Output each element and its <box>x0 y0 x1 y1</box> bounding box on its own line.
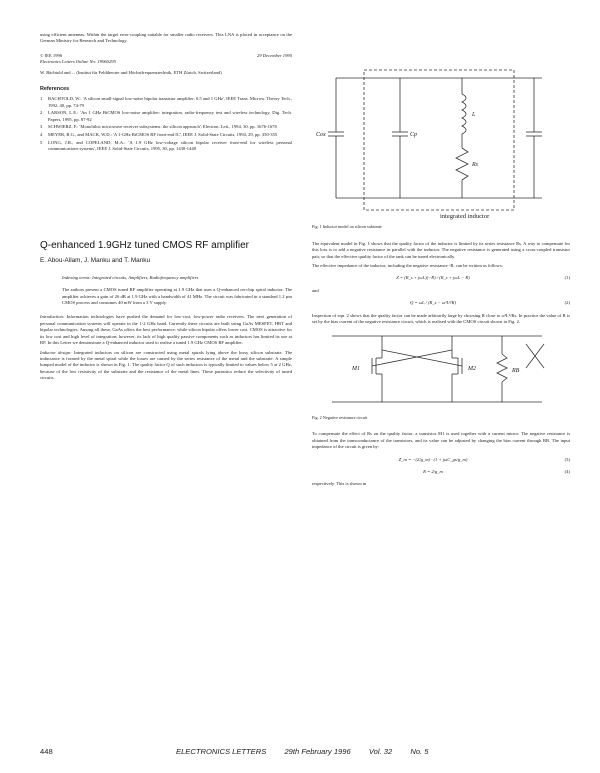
reference-item: 3 SCHWIERZ, F.: 'Monolithic microwave receiver subsystems: the silicon approach', Electron. Lett., 1994, 30, pp. 1676-1678 <box>40 124 277 130</box>
references-heading: References <box>40 86 70 93</box>
issue-date: 29th February 1996 <box>284 747 351 756</box>
fig2-rb-zigzag <box>497 354 507 382</box>
figure-1-caption: Fig. 1 Inductor model on silicon substrate <box>312 224 382 230</box>
equation-3-body: Z_in = −(2/g_m) · (1 + jωC_gs/g_m) <box>398 456 468 462</box>
equation-2 <box>312 300 570 306</box>
journal-name: ELECTRONICS LETTERS <box>176 747 267 756</box>
page-footer <box>40 747 570 756</box>
equation-3-number: (3) <box>564 456 570 462</box>
reference-item: 5 LONG, J.R., and COPELAND, M.A.: 'A 1.9 GHz low-voltage silicon bipolar receiver front-end for wireless personal communications systems', IEEE J. Solid-State Circuits, 1995, 30, pp. 1438-1448 <box>40 139 292 152</box>
fig2-label-rb: RB <box>512 368 520 375</box>
equation-1 <box>312 275 570 281</box>
online-number: Electronics Letters Online No: 19960295 <box>40 59 116 65</box>
equation-2-body: Q = ωL / (R_s − ω²L²/R) <box>410 300 456 306</box>
reference-item: 1 BACHTOLD, W.: 'A silicon small-signal low-noise bipolar transistor amplifier, 0.5 and 1 GHz', IEEE Trans. Microw. Theory Tech., 1992, 40, pp. 74-79 <box>40 96 292 108</box>
fig1-inductor-coil <box>462 94 466 134</box>
intro-text: using efficient antennas. Within the target error-coupling suitable for smaller radio receivers. This LNA is placed in acceptance on the German Ministry for Research and Technology. <box>40 32 292 44</box>
volume: Vol. 32 <box>368 747 393 756</box>
fig2-cross-wire-1 <box>372 350 452 366</box>
introduction-heading: Introduction: <box>40 314 65 320</box>
reference-item: 4 MEYER, R.G., and MACK, W.D.: 'A 1-GHz BiCMOS RF front-end IC', IEEE J. Solid-State Circuits, 1994, 29, pp. 350-355 <box>40 132 278 138</box>
introduction-body: Information technologies have pushed the demand for low-cost, low-power radio receivers. The next generation of personal communication systems will operate in the 1-2 GHz band. Currently these circuits are built using GaAs MESFET, HBT and bipolar technologies. Among all these, GaAs offers the best performance, while silicon bipolar offers lower cost. CMOS is attractive for its low cost and high level of integration; however, its lack of high quality passive components such as inductors has limited its use at RF. In this Letter we demonstrate a Q-enhanced inductor used to realise a tuned 1.9 GHz CMOS RF amplifier. <box>40 314 292 346</box>
received-date: 29 December 1995 <box>257 52 292 58</box>
right-paragraph-5: respectively. This is shown in <box>312 481 367 487</box>
fig1-resistor-zigzag <box>456 148 468 180</box>
equation-4-number: (4) <box>564 468 570 474</box>
fig1-inner-label: integrated inductor <box>440 213 490 220</box>
figure-2-caption: Fig. 2 Negative resistance circuit <box>312 414 368 420</box>
right-paragraph-2: The effective impedance of the inductor, including the negative resistance -R, can be written as follows: <box>312 263 503 269</box>
right-column <box>312 32 570 491</box>
introduction-paragraph <box>40 314 292 346</box>
equation-1-body: Z = (R_s + jωL)(−R) / (R_s + jωL − R) <box>396 275 470 281</box>
equation-3 <box>312 457 570 463</box>
equation-4-body: R = 2/g_m <box>423 468 443 474</box>
right-paragraph-1: The equivalent model in Fig. 1 shows that the quality factor of the inductor is limited by its series resistance Rs. A way to compensate for this loss is to add a negative resistance in parallel with the inductor. The negative resistance is generated using a cross-coupled transistor pair, so that the effective quality factor of the tank can be tuned electronically. <box>312 240 570 259</box>
fig1-label-l: L <box>472 112 476 118</box>
affiliation: W. Bächtold and ... (Institut für Feldtheorie und Höchstfrequenztechnik, ETH Zürich, Switzerland) <box>40 69 222 75</box>
indexing-terms: Indexing terms: Integrated circuits, Amplifiers, Radiofrequency amplifiers <box>62 274 199 280</box>
page-number: 448 <box>40 747 53 756</box>
fig1-label-cox: Cox <box>316 132 326 138</box>
figure-2-negative-resistance-circuit <box>312 328 570 410</box>
issue-number: No. 5 <box>410 747 429 756</box>
equation-4 <box>312 469 570 475</box>
fig1-enclosure <box>364 70 514 210</box>
references-list <box>40 96 292 152</box>
fig2-cross-wire-2 <box>382 350 462 366</box>
right-paragraph-4: To compensate the effect of Rs on the quality factor, a transistor M1 is used together with a current mirror. The negative resistance is obtained from the transconductance of the transistors, and its value can be adjusted by changing the bias current through RB. The input impedance of the circuit is given by: <box>312 431 570 450</box>
fig2-label-m2: M2 <box>468 366 476 373</box>
abstract: The authors present a CMOS tuned RF amplifier operating at 1.9 GHz that uses a Q-enhanced on-chip spiral inductor. The amplifier achieves a gain of 26 dB at 1.9 GHz with a bandwidth of 41 MHz. The circuit was fabricated in a standard 1.2 µm CMOS process and consumes 40 mW from a 3 V supply. <box>62 287 292 306</box>
figure-1-inductor-model <box>312 32 570 220</box>
equation-2-intro: and <box>312 287 319 293</box>
fig1-label-rs: Rs <box>472 162 478 168</box>
fig1-label-cp: Cp <box>410 132 418 138</box>
fig2-label-m1: M1 <box>352 366 360 373</box>
left-column <box>40 32 292 385</box>
inductor-paragraph <box>40 350 292 382</box>
equation-2-number: (2) <box>564 300 570 306</box>
journal-info <box>176 747 570 756</box>
article-authors: E. Abou-Allam, J. Manku and T. Manku <box>40 257 150 265</box>
inductor-heading: Inductor design: <box>40 349 72 355</box>
article-title: Q-enhanced 1.9GHz tuned CMOS RF amplifier <box>40 240 249 252</box>
reference-item: 2 LARSON, L.E.: 'An 1 GHz BiCMOS low-noise amplifier: integration, radio-frequency test and wireless technology, Dig. Tech. Papers, 1995, pp. 87-92 <box>40 110 292 122</box>
inductor-body: Integrated inductors on silicon are constructed using metal spirals lying above the lossy silicon substrate. The inductance is formed by the metal spiral while the losses are caused by the series resistance of the metal and the substrate. A simple lumped model of the inductor is shown in Fig. 1. The quality factor Q of such inductors is typically limited to values below 5 at 2 GHz, because of the low resistivity of the substrate and the resistance of the metal lines. These parasitics reduce the selectivity of tuned circuits. <box>40 349 292 381</box>
equation-1-number: (1) <box>564 275 570 281</box>
copyright: © IEE 1996 <box>40 52 63 58</box>
right-paragraph-3: Inspection of eqn. 2 shows that the quality factor can be made arbitrarily large by choosing R close to ω²L²/Rs. In practice the value of R is set by the bias current of the negative resistance circuit, which is realised with the CMOS circuit shown in Fig. 2. <box>312 312 570 325</box>
